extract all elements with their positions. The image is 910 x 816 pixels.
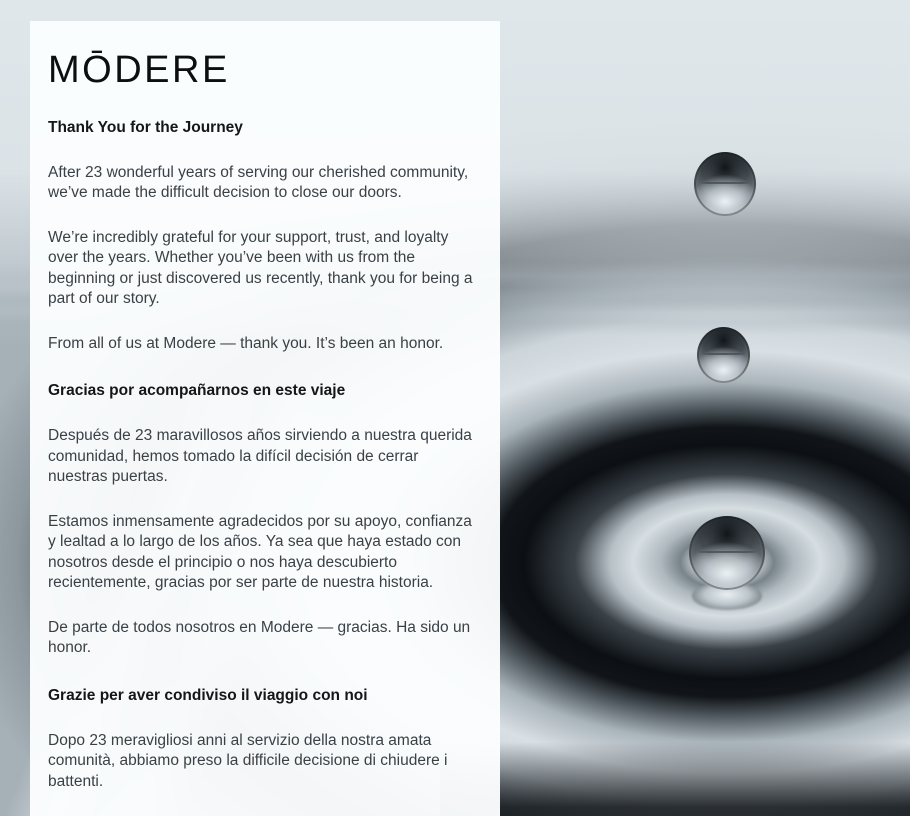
section-italian — [48, 687, 482, 793]
splash-water-droplet — [689, 516, 765, 590]
paragraph-en-2: We’re incredibly grateful for your support, trust, and loyalty over the years. Whether you’ve been with us from the beginning or just discovered us recently, thank you for being a part of our story. — [48, 228, 473, 308]
paragraph-es-3: De parte de todos nosotros en Modere — gracias. Ha sido un honor. — [48, 618, 471, 657]
paragraph-en-3: From all of us at Modere — thank you. It’s been an honor. — [48, 334, 444, 352]
section-heading-es: Gracias por acompañarnos en este viaje — [48, 382, 346, 400]
section-english — [48, 119, 482, 355]
section-spanish — [48, 382, 482, 659]
section-heading-en: Thank You for the Journey — [48, 118, 243, 136]
paragraph-en-1: After 23 wonderful years of serving our cherished community, we’ve made the difficult decision to close our doors. — [48, 163, 469, 202]
announcement-panel — [30, 21, 500, 816]
paragraph-es-1: Después de 23 maravillosos años sirviendo a nuestra querida comunidad, hemos tomado la difícil decisión de cerrar nuestras puertas. — [48, 427, 472, 486]
paragraph-it-1: Dopo 23 meravigliosi anni al servizio della nostra amata comunità, abbiamo preso la difficile decisione di chiudere i battenti. — [48, 731, 448, 790]
modere-logo: MŌDERE — [48, 49, 230, 91]
paragraph-es-2: Estamos inmensamente agradecidos por su apoyo, confianza y lealtad a lo largo de los años. Ya sea que haya estado con nosotros desde el principio o nos haya descubierto recientemente, gracias por ser parte de nuestra historia. — [48, 512, 472, 592]
falling-water-droplet-top — [694, 152, 756, 216]
section-heading-it: Grazie per aver condiviso il viaggio con noi — [48, 686, 368, 704]
falling-water-droplet-middle — [697, 327, 750, 383]
